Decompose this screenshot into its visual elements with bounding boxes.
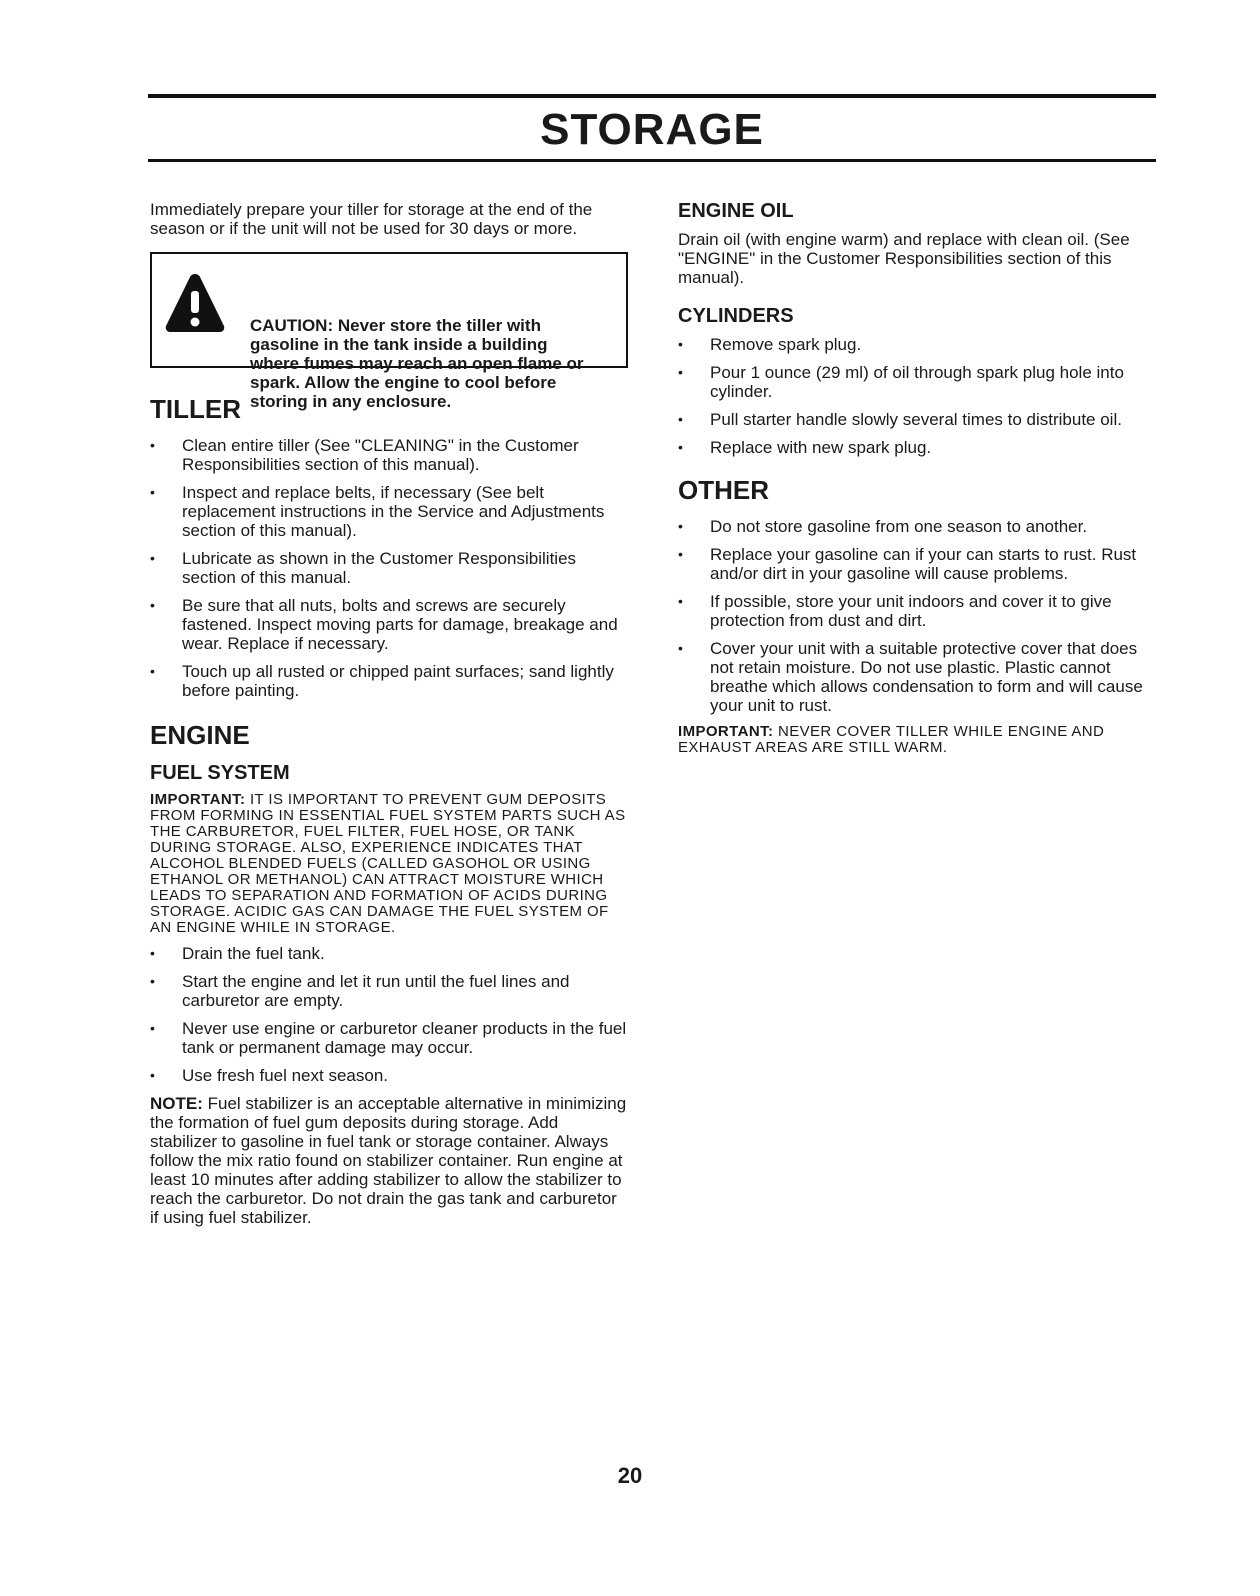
caution-box bbox=[150, 252, 628, 411]
list-item: • Drain the fuel tank. bbox=[150, 944, 628, 963]
list-item: • Lubricate as shown in the Customer Responsibilities section of this manual. bbox=[150, 549, 628, 587]
right-column bbox=[678, 200, 1158, 756]
list-item: • Never use engine or carburetor cleaner products in the fuel tank or permanent damage may occur. bbox=[150, 1019, 628, 1057]
fuel-system-list bbox=[150, 944, 628, 1085]
list-item: • Inspect and replace belts, if necessary (See belt replacement instructions in the Service and Adjustments section of this manual). bbox=[150, 483, 628, 540]
engine-heading: ENGINE bbox=[150, 720, 250, 750]
tiller-list bbox=[150, 436, 628, 700]
fuel-important-text bbox=[150, 792, 628, 936]
fuel-system-heading: FUEL SYSTEM bbox=[150, 762, 290, 784]
list-item: • Replace your gasoline can if your can starts to rust. Rust and/or dirt in your gasoline will cause problems. bbox=[678, 545, 1158, 583]
list-item: • Pull starter handle slowly several times to distribute oil. bbox=[678, 410, 1158, 429]
cylinders-heading: CYLINDERS bbox=[678, 305, 794, 327]
page-title: STORAGE bbox=[540, 105, 764, 154]
title-rule bbox=[148, 159, 1156, 162]
engine-oil-heading: ENGINE OIL bbox=[678, 200, 794, 222]
warning-triangle-icon bbox=[164, 272, 226, 334]
list-item: • Replace with new spark plug. bbox=[678, 438, 1158, 457]
note-body: Fuel stabilizer is an acceptable alternative in minimizing the formation of fuel gum deposits during storage. Add stabilizer to gasoline in fuel tank or storage container. Always follow the mix ratio found on stabilizer container. Run engine at least 10 minutes after adding stabilizer to allow the stabilizer to reach the carburetor. Do not drain the gas tank and carburetor if using fuel stabilizer. bbox=[150, 1094, 627, 1227]
list-item: • Remove spark plug. bbox=[678, 335, 1158, 354]
important-body: NEVER COVER TILLER WHILE ENGINE AND EXHAUST AREAS ARE STILL WARM. bbox=[678, 723, 1105, 756]
important-label: IMPORTANT: bbox=[678, 723, 774, 740]
important-body: IT IS IMPORTANT TO PREVENT GUM DEPOSITS FROM FORMING IN ESSENTIAL FUEL SYSTEM PARTS SUCH AS THE CARBURETOR, FUEL FILTER, FUEL HOSE, OR TANK DURING STORAGE. ALSO, EXPERIENCE INDICATES THAT ALCOHOL BLENDED FUELS (CALLED GASOHOL OR USING ETHANOL OR METHANOL) CAN ATTRACT MOISTURE WHICH LEADS TO SEPARATION AND FORMATION OF ACIDS DURING STORAGE. ACIDIC GAS CAN DAMAGE THE FUEL SYSTEM OF AN ENGINE WHILE IN STORAGE. bbox=[150, 791, 626, 936]
list-item: • Use fresh fuel next season. bbox=[150, 1066, 628, 1085]
list-item: • Start the engine and let it run until the fuel lines and carburetor are empty. bbox=[150, 972, 628, 1010]
list-item: • Touch up all rusted or chipped paint surfaces; sand lightly before painting. bbox=[150, 662, 628, 700]
left-column bbox=[150, 200, 628, 1227]
fuel-note-text bbox=[150, 1094, 628, 1227]
list-item: • Cover your unit with a suitable protective cover that does not retain moisture. Do not use plastic. Plastic cannot breathe which allows condensation to form and will cause your unit to rust. bbox=[678, 639, 1158, 715]
list-item: • Clean entire tiller (See "CLEANING" in the Customer Responsibilities section of this manual). bbox=[150, 436, 628, 474]
other-list bbox=[678, 517, 1158, 715]
intro-text: Immediately prepare your tiller for storage at the end of the season or if the unit will not be used for 30 days or more. bbox=[150, 200, 593, 238]
note-label: NOTE: bbox=[150, 1094, 203, 1113]
list-item: • Pour 1 ounce (29 ml) of oil through spark plug hole into cylinder. bbox=[678, 363, 1158, 401]
cylinders-list bbox=[678, 335, 1158, 457]
list-item: • Do not store gasoline from one season to another. bbox=[678, 517, 1158, 536]
list-item: • If possible, store your unit indoors and cover it to give protection from dust and dirt. bbox=[678, 592, 1158, 630]
important-label: IMPORTANT: bbox=[150, 791, 246, 808]
other-heading: OTHER bbox=[678, 475, 769, 505]
top-rule bbox=[148, 94, 1156, 98]
caution-body: Never store the tiller with gasoline in the tank inside a building where fumes may reach an open flame or spark. Allow the engine to cool before storing in any enclosure. bbox=[250, 316, 584, 411]
list-item: • Be sure that all nuts, bolts and screws are securely fastened. Inspect moving parts for damage, breakage and wear. Replace if necessary. bbox=[150, 596, 628, 653]
caution-text bbox=[250, 316, 596, 411]
caution-label: CAUTION: bbox=[250, 316, 334, 335]
page-number: 20 bbox=[617, 1463, 643, 1488]
tiller-heading: TILLER bbox=[150, 394, 241, 424]
engine-oil-text: Drain oil (with engine warm) and replace with clean oil. (See "ENGINE" in the Customer Responsibilities section of this manual). bbox=[678, 230, 1130, 287]
other-important-text bbox=[678, 724, 1158, 756]
